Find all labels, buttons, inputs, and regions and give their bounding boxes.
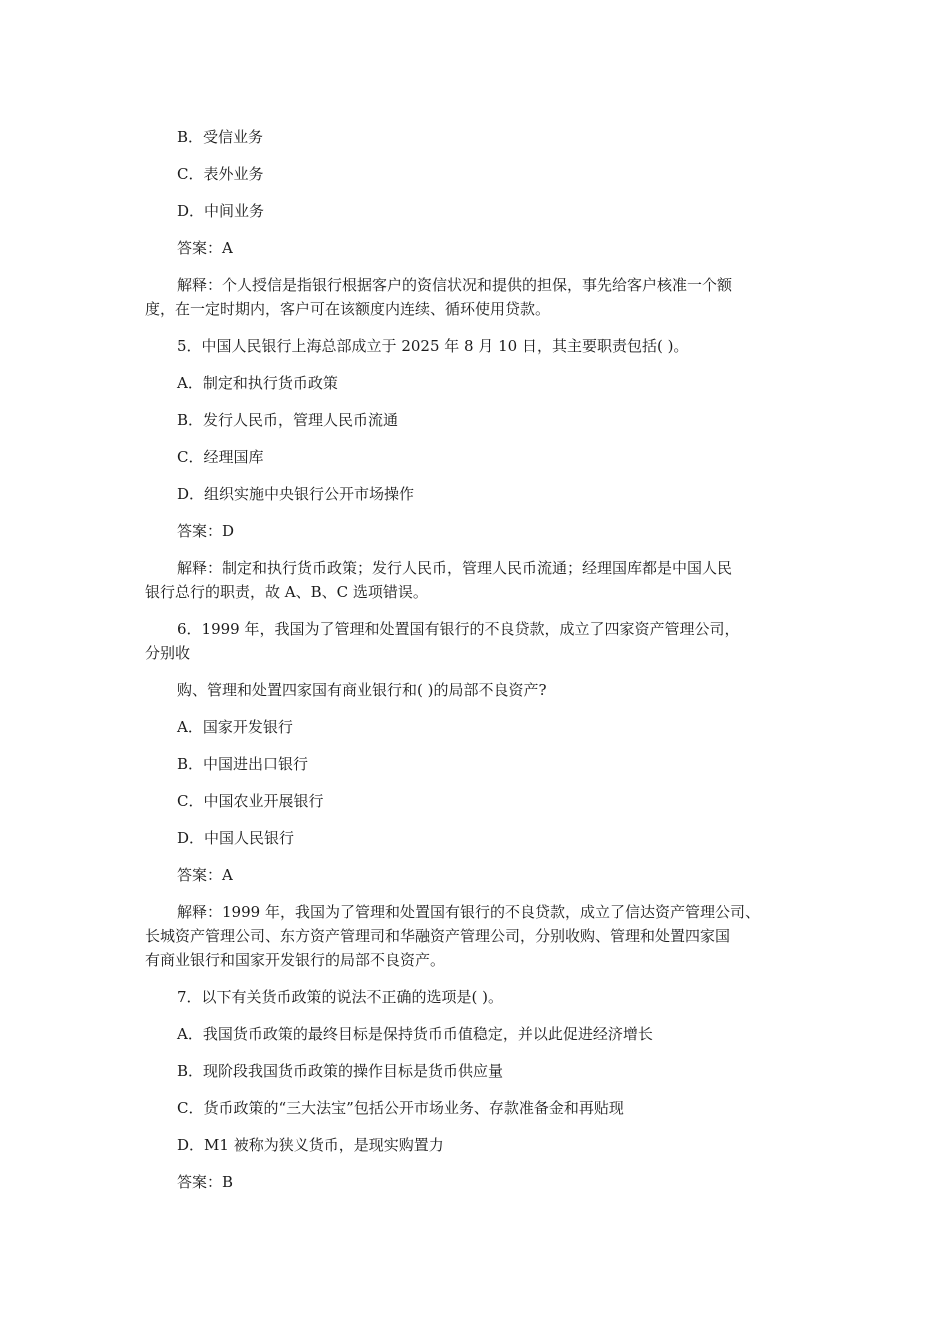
explanation-4-line-2: 度，在一定时期内，客户可在该额度内连续、循环使用贷款。 [145,300,551,318]
q7-option-c: C．货币政策的“三大法宝”包括公开市场业务、存款准备金和再贴现 [177,1099,624,1117]
answer-6: 答案：A [177,866,233,884]
q5-option-b: B．发行人民币，管理人民币流通 [177,411,399,429]
q6-option-d: D．中国人民银行 [177,829,295,847]
q7-option-d: D．M1 被称为狭义货币，是现实购置力 [177,1136,444,1154]
q6-option-a: A．国家开发银行 [177,718,293,736]
q7-option-b: B．现阶段我国货币政策的操作目标是货币供应量 [177,1062,504,1080]
explanation-5-line-1: 解释：制定和执行货币政策；发行人民币，管理人民币流通；经理国库都是中国人民 [177,559,733,577]
q5-option-c: C．经理国库 [177,448,264,466]
q5-option-d: D．组织实施中央银行公开市场操作 [177,485,415,503]
question-6-line-2: 分别收 [145,644,191,662]
q6-option-c: C．中国农业开展银行 [177,792,324,810]
q7-option-a: A．我国货币政策的最终目标是保持货币币值稳定，并以此促进经济增长 [177,1025,653,1043]
option-d-intermediary: D．中间业务 [177,202,265,220]
explanation-6-line-3: 有商业银行和国家开发银行的局部不良资产。 [145,951,446,969]
answer-7: 答案：B [177,1173,234,1191]
q6-option-b: B．中国进出口银行 [177,755,309,773]
question-6-line-3: 购、管理和处置四家国有商业银行和( )的局部不良资产? [177,681,547,699]
option-b-credit: B．受信业务 [177,128,264,146]
question-6-line-1: 6．1999 年，我国为了管理和处置国有银行的不良贷款，成立了四家资产管理公司， [177,620,740,638]
question-7: 7．以下有关货币政策的说法不正确的选项是( )。 [177,988,504,1006]
explanation-5-line-2: 银行总行的职责，故 A、B、C 选项错误。 [145,583,428,601]
option-c-off-balance: C．表外业务 [177,165,264,183]
explanation-4-line-1: 解释：个人授信是指银行根据客户的资信状况和提供的担保，事先给客户核准一个额 [177,276,733,294]
q5-option-a: A．制定和执行货币政策 [177,374,338,392]
question-5: 5．中国人民银行上海总部成立于 2025 年 8 月 10 日，其主要职责包括( )。 [177,337,689,355]
explanation-6-line-2: 长城资产管理公司、东方资产管理司和华融资产管理公司，分别收购、管理和处置四家国 [145,927,731,945]
explanation-6-line-1: 解释：1999 年，我国为了管理和处置国有银行的不良贷款，成立了信达资产管理公司、 [177,903,760,921]
answer-4: 答案：A [177,239,233,257]
answer-5: 答案：D [177,522,235,540]
